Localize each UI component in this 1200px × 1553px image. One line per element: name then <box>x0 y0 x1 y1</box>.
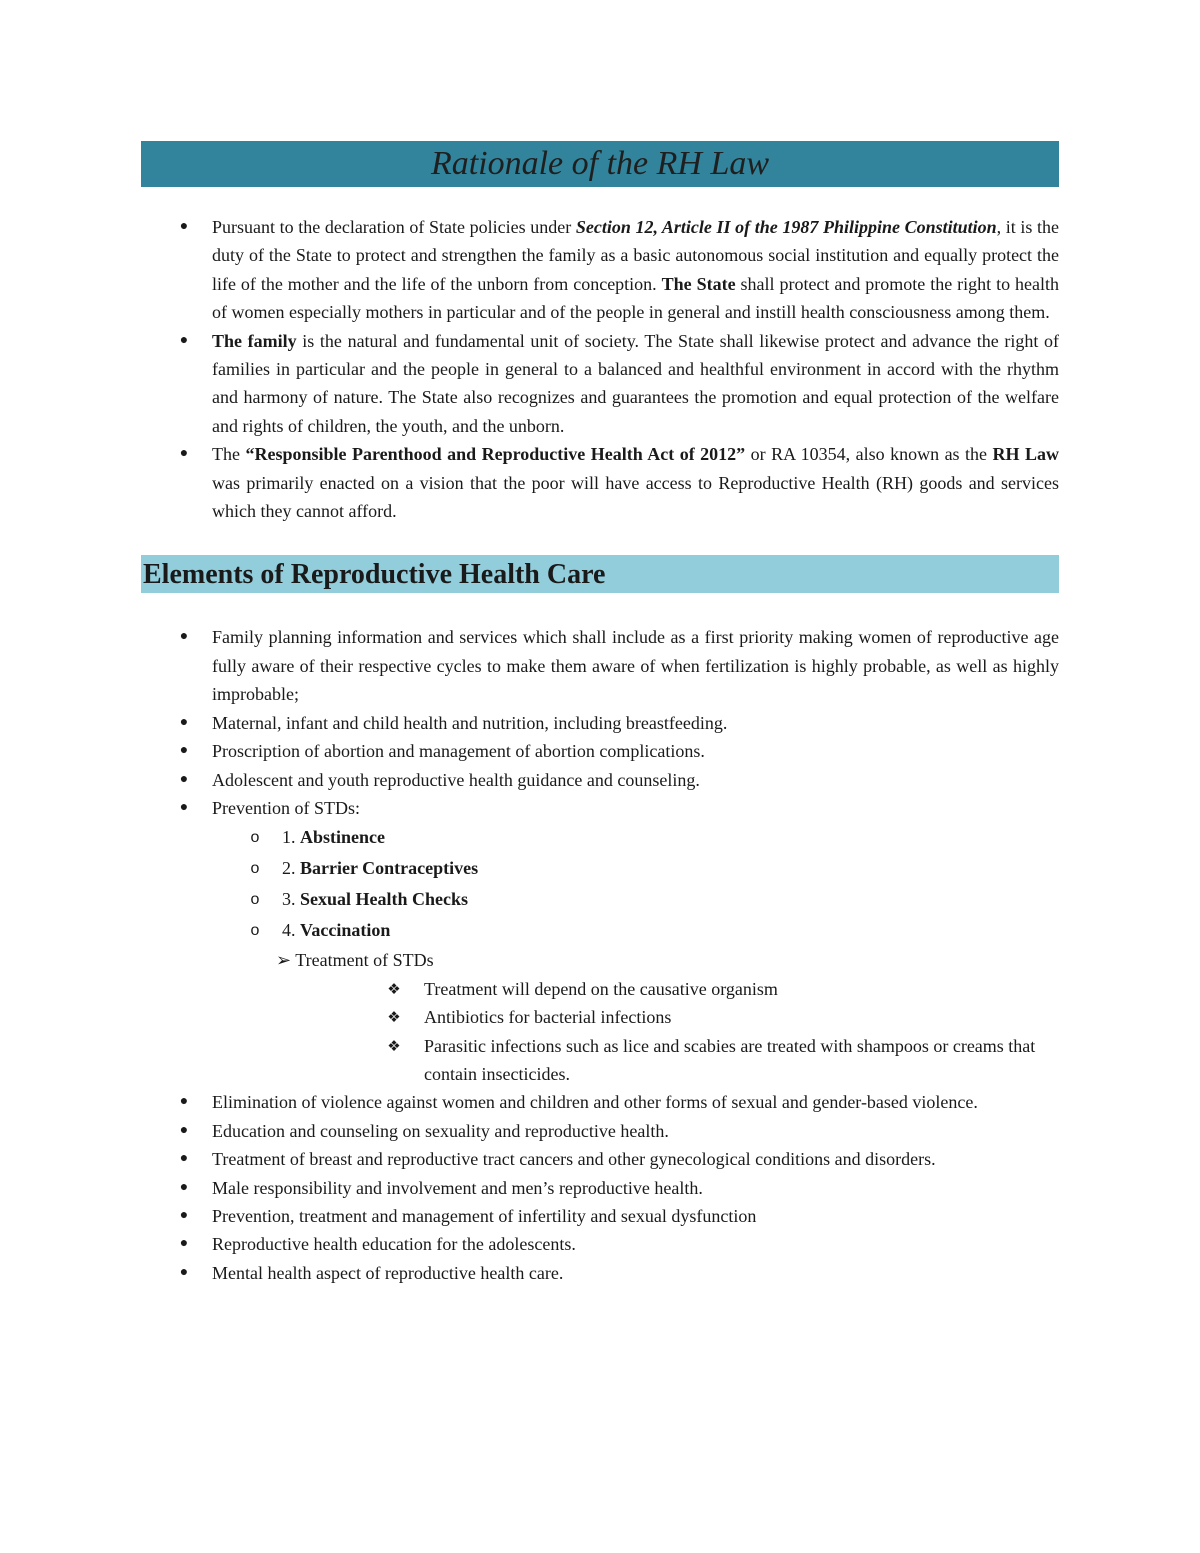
list-item: ● Adolescent and youth reproductive health guidance and counseling. <box>141 766 1059 794</box>
section-heading: Elements of Reproductive Health Care <box>141 555 1059 593</box>
page-title: Rationale of the RH Law <box>141 141 1059 187</box>
list-item: ● Proscription of abortion and management of abortion complications. <box>141 737 1059 765</box>
list-item: ● Family planning information and services which shall include as a first priority making women of reproductive age fully aware of their respective cycles to make them aware of when fertilization is highly probable, as well as highly improbable; <box>141 623 1059 708</box>
list-item: ● Reproductive health education for the adolescents. <box>141 1230 1059 1258</box>
treatment-list <box>141 975 1059 1089</box>
circle-bullet-icon: o <box>250 922 260 940</box>
std-prevention-list <box>141 822 1059 946</box>
bullet-icon: ● <box>179 219 189 234</box>
list-item: ● Maternal, infant and child health and nutrition, including breastfeeding. <box>141 709 1059 737</box>
list-item: ● The family is the natural and fundamental unit of society. The State shall likewise protect and advance the right of families in particular and the people in general to a balanced and healthful environment in accord with the rhythm and harmony of nature. The State also recognizes and guarantees the promotion and equal protection of the welfare and rights of children, the youth, and the unborn. <box>141 327 1059 441</box>
bullet-icon: ● <box>179 799 189 815</box>
sub-list-item: o 4. Vaccination <box>141 915 1059 946</box>
list-item: ● Male responsibility and involvement and men’s reproductive health. <box>141 1174 1059 1202</box>
circle-bullet-icon: o <box>250 891 260 909</box>
list-item: ● Prevention of STDs: <box>141 794 1059 822</box>
treatment-heading: ➢ Treatment of STDs <box>276 950 434 971</box>
list-item: ● Pursuant to the declaration of State policies under Section 12, Article II of the 1987 Philippine Constitution, it is the duty of the State to protect and strengthen the family as a basic autonomous social institution and equally protect the life of the mother and the life of the unborn from conception. The State shall protect and promote the right to health of women especially mothers in particular and of the people in general and instill health consciousness among them. <box>141 213 1059 327</box>
list-item: ● Education and counseling on sexuality and reproductive health. <box>141 1117 1059 1145</box>
bullet-icon: ● <box>179 1122 189 1138</box>
bullet-icon: ● <box>179 446 189 462</box>
sub-list-item: ❖ Parasitic infections such as lice and scabies are treated with shampoos or creams that contain insecticides. <box>141 1032 1059 1089</box>
bullet-icon: ● <box>179 1236 189 1252</box>
act-name: “Responsible Parenthood and Reproductive Health Act of 2012” <box>245 444 746 465</box>
sub-list-item: o 2. Barrier Contraceptives <box>141 853 1059 884</box>
bullet-icon: ● <box>179 629 189 645</box>
document-page <box>141 141 1059 1287</box>
list-item: ● The “Responsible Parenthood and Reproductive Health Act of 2012” or RA 10354, also known as the RH Law was primarily enacted on a vision that the poor will have access to Reproductive Health (RH) goods and services which they cannot afford. <box>141 440 1059 525</box>
diamond-bullet-icon: ❖ <box>387 979 401 998</box>
elements-list <box>141 623 1059 822</box>
bullet-icon: ● <box>179 1179 189 1195</box>
elements-list-continued <box>141 1088 1059 1287</box>
bullet-icon: ● <box>179 332 189 348</box>
list-item: ● Treatment of breast and reproductive tract cancers and other gynecological conditions and disorders. <box>141 1145 1059 1173</box>
bullet-icon: ● <box>179 1151 189 1167</box>
circle-bullet-icon: o <box>250 860 260 878</box>
bullet-icon: ● <box>179 1207 189 1223</box>
sub-list-item: ❖ Treatment will depend on the causative organism <box>141 975 1059 1003</box>
bullet-icon: ● <box>179 1264 189 1280</box>
bullet-icon: ● <box>179 1094 189 1110</box>
list-item: ● Elimination of violence against women and children and other forms of sexual and gender-based violence. <box>141 1088 1059 1116</box>
constitution-citation: Section 12, Article II of the 1987 Philippine Constitution <box>575 217 997 237</box>
list-item: ● Prevention, treatment and management of infertility and sexual dysfunction <box>141 1202 1059 1230</box>
rationale-list <box>141 213 1059 525</box>
sub-list-item: ❖ Antibiotics for bacterial infections <box>141 1003 1059 1031</box>
bullet-icon: ● <box>179 714 189 730</box>
diamond-bullet-icon: ❖ <box>387 1008 401 1027</box>
list-item: ● Mental health aspect of reproductive health care. <box>141 1259 1059 1287</box>
sub-list-item: o 3. Sexual Health Checks <box>141 884 1059 915</box>
circle-bullet-icon: o <box>250 829 260 847</box>
bullet-icon: ● <box>179 743 189 759</box>
bullet-icon: ● <box>179 771 189 787</box>
sub-list-item: o 1. Abstinence <box>141 822 1059 853</box>
diamond-bullet-icon: ❖ <box>387 1036 401 1055</box>
arrow-bullet-icon: ➢ <box>276 950 292 971</box>
